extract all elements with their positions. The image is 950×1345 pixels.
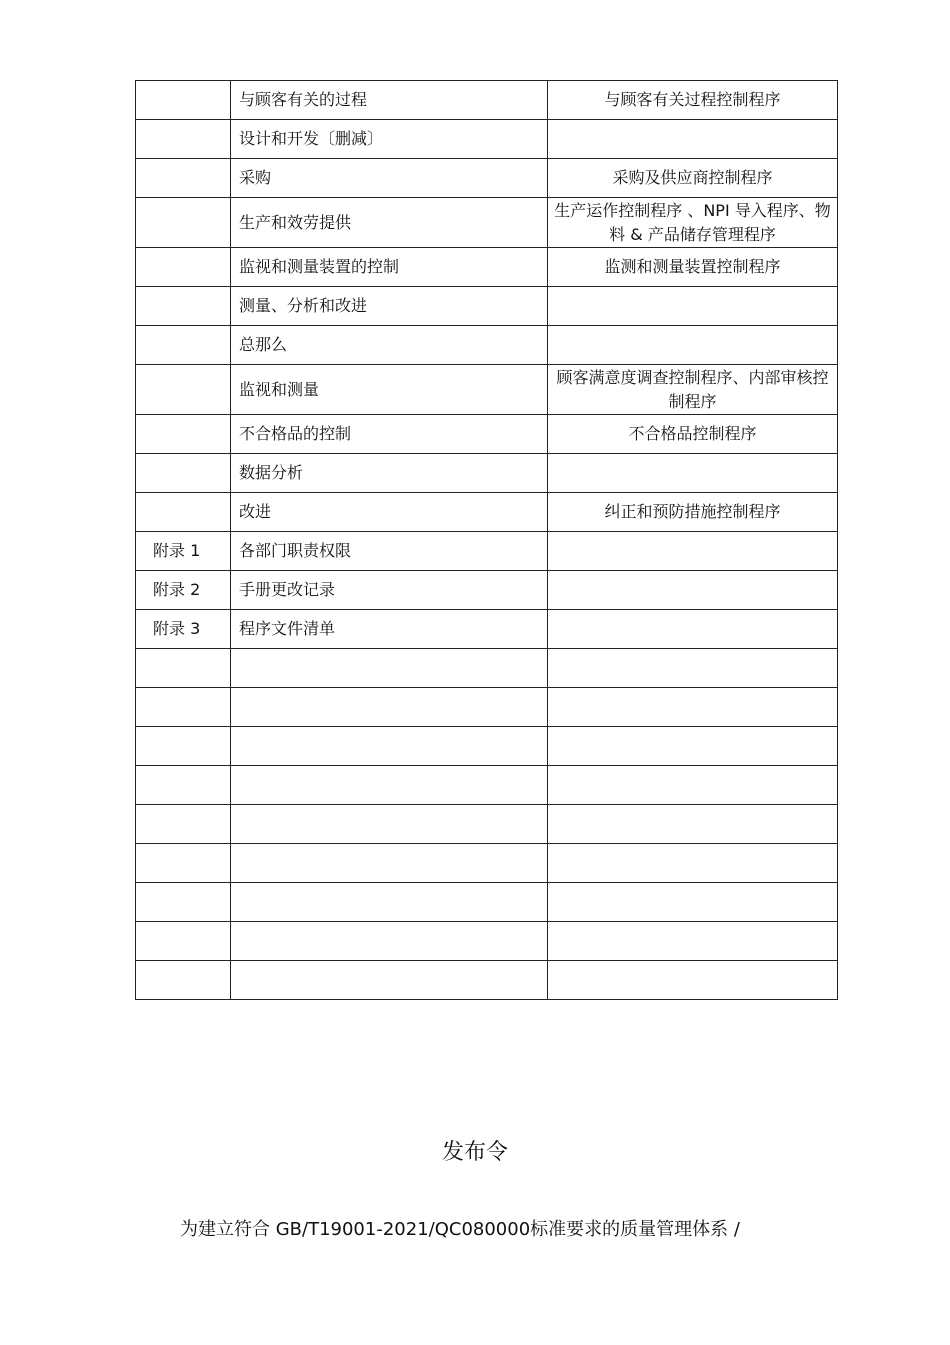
appendix-label-cell [136, 844, 231, 883]
contents-table-body [136, 81, 838, 1000]
appendix-label-cell [136, 766, 231, 805]
appendix-label-cell [136, 883, 231, 922]
table-row [136, 727, 838, 766]
procedure-cell [548, 120, 838, 159]
table-row [136, 81, 838, 120]
appendix-label-cell [136, 454, 231, 493]
intro-paragraph: 为建立符合 GB/T19001-2021/QC080000标准要求的质量管理体系 / [180, 1219, 740, 1240]
table-row [136, 571, 838, 610]
appendix-label-cell [136, 727, 231, 766]
appendix-label-cell [136, 248, 231, 287]
procedure-cell: 采购及供应商控制程序 [548, 159, 838, 198]
procedure-cell [548, 922, 838, 961]
table-row [136, 766, 838, 805]
section-title-cell: 监视和测量 [231, 365, 548, 415]
section-title-cell: 测量、分析和改进 [231, 287, 548, 326]
appendix-label-cell [136, 961, 231, 1000]
section-title-cell [231, 766, 548, 805]
procedure-cell [548, 727, 838, 766]
procedure-cell [548, 844, 838, 883]
procedure-cell [548, 532, 838, 571]
appendix-label-cell: 附录 3 [136, 610, 231, 649]
appendix-label-cell [136, 120, 231, 159]
appendix-label-cell: 附录 1 [136, 532, 231, 571]
table-row [136, 610, 838, 649]
section-title-cell [231, 727, 548, 766]
procedure-cell: 生产运作控制程序 、NPI 导入程序、物料 & 产品储存管理程序 [548, 198, 838, 248]
table-row [136, 883, 838, 922]
section-title-cell [231, 805, 548, 844]
appendix-label-cell [136, 649, 231, 688]
table-row [136, 844, 838, 883]
appendix-label-cell: 附录 2 [136, 571, 231, 610]
section-title-cell: 与顾客有关的过程 [231, 81, 548, 120]
appendix-label-cell [136, 198, 231, 248]
appendix-label-cell [136, 922, 231, 961]
appendix-label-cell [136, 365, 231, 415]
appendix-label-cell [136, 287, 231, 326]
procedure-cell [548, 688, 838, 727]
section-title-cell: 总那么 [231, 326, 548, 365]
section-title-cell: 采购 [231, 159, 548, 198]
table-row [136, 120, 838, 159]
procedure-cell: 监测和测量装置控制程序 [548, 248, 838, 287]
contents-table [135, 80, 838, 1000]
appendix-label-cell [136, 326, 231, 365]
table-row [136, 326, 838, 365]
table-row [136, 198, 838, 248]
table-row [136, 688, 838, 727]
table-row [136, 365, 838, 415]
section-title-cell [231, 961, 548, 1000]
section-title-cell: 设计和开发〔删减〕 [231, 120, 548, 159]
table-row [136, 805, 838, 844]
procedure-cell [548, 883, 838, 922]
section-title-cell: 监视和测量装置的控制 [231, 248, 548, 287]
procedure-cell: 顾客满意度调查控制程序、内部审核控制程序 [548, 365, 838, 415]
table-row [136, 532, 838, 571]
procedure-cell [548, 961, 838, 1000]
appendix-label-cell [136, 81, 231, 120]
table-row [136, 649, 838, 688]
appendix-label-cell [136, 415, 231, 454]
section-title-cell: 不合格品的控制 [231, 415, 548, 454]
appendix-label-cell [136, 159, 231, 198]
table-row [136, 287, 838, 326]
section-title-cell: 改进 [231, 493, 548, 532]
section-title-cell [231, 649, 548, 688]
table-row [136, 493, 838, 532]
section-title-cell: 手册更改记录 [231, 571, 548, 610]
procedure-cell [548, 326, 838, 365]
table-row [136, 961, 838, 1000]
section-title-cell: 程序文件清单 [231, 610, 548, 649]
procedure-cell [548, 571, 838, 610]
section-title-cell [231, 844, 548, 883]
procedure-cell [548, 649, 838, 688]
procedure-cell: 纠正和预防措施控制程序 [548, 493, 838, 532]
section-title-cell: 各部门职责权限 [231, 532, 548, 571]
procedure-cell [548, 287, 838, 326]
table-row [136, 159, 838, 198]
appendix-label-cell [136, 805, 231, 844]
table-row [136, 454, 838, 493]
procedure-cell: 与顾客有关过程控制程序 [548, 81, 838, 120]
procedure-cell: 不合格品控制程序 [548, 415, 838, 454]
page-heading: 发布令 [441, 1140, 508, 1165]
appendix-label-cell [136, 493, 231, 532]
appendix-label-cell [136, 688, 231, 727]
table-row [136, 248, 838, 287]
section-title-cell [231, 922, 548, 961]
table-row [136, 415, 838, 454]
section-title-cell [231, 688, 548, 727]
procedure-cell [548, 766, 838, 805]
table-row [136, 922, 838, 961]
procedure-cell [548, 610, 838, 649]
procedure-cell [548, 805, 838, 844]
procedure-cell [548, 454, 838, 493]
section-title-cell: 数据分析 [231, 454, 548, 493]
section-title-cell: 生产和效劳提供 [231, 198, 548, 248]
section-title-cell [231, 883, 548, 922]
